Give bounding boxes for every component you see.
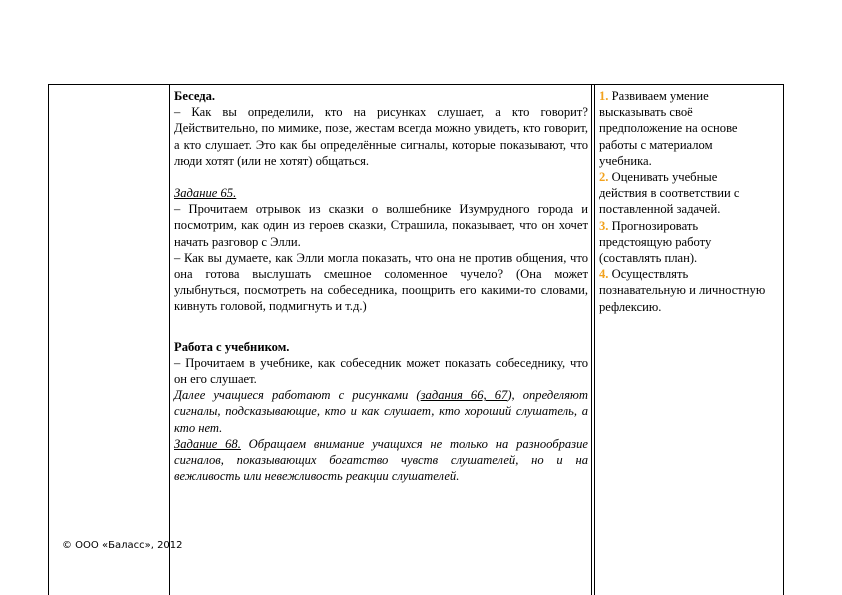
learning-action-item <box>599 218 767 267</box>
talk-text: – Как вы определили, кто на рисунках слушает, а кто говорит? Действительно, по мимике, позе, жестам всегда можно увидеть, кто говорит, а кто слушает. Это как бы определённые сигналы, которые показывают, что люди хотят (или не хотят) общаться. <box>174 105 588 168</box>
learning-action-item <box>599 88 767 169</box>
talk-heading: Беседа. <box>174 89 216 103</box>
learning-action-item <box>599 169 767 218</box>
item-number: 1. <box>599 89 609 103</box>
item-number: 3. <box>599 218 609 233</box>
learning-action-item <box>599 266 767 315</box>
item-text: Прогнозировать предстоящую работу (составлять план). <box>599 218 712 266</box>
column-divider <box>169 85 170 595</box>
column-divider <box>591 85 592 595</box>
textbook-heading: Работа с учебником. <box>174 339 290 354</box>
further-prefix: Далее учащиеся работают с рисунками ( <box>174 388 421 403</box>
copyright-footer: © ООО «Баласс», 2012 <box>62 540 183 551</box>
item-text: Оценивать учебные действия в соответствии с поставленной задачей. <box>599 170 740 217</box>
learning-actions-column <box>599 88 767 315</box>
column-divider <box>594 85 595 595</box>
further-tasks: задания 66, 67 <box>420 388 508 403</box>
item-number: 4. <box>599 267 609 282</box>
lesson-table <box>48 84 784 595</box>
further-suffix: ), определяют сигналы, подсказывающие, кто и как слушает, кто хороший слушатель, а кто нет. <box>174 388 589 435</box>
item-number: 2. <box>599 170 609 185</box>
task-68-text: Обращаем внимание учащихся не только на разнообразие сигналов, показывающих богатство чувств слушателей, но и на вежливость или невежливость реакции слушателей. <box>174 436 588 484</box>
lesson-content-column <box>174 88 588 484</box>
task-68-label: Задание 68. <box>174 436 241 451</box>
item-text: Развиваем умение высказывать своё предположение на основе работы с материалом учебника. <box>599 89 738 168</box>
task-68-paragraph <box>174 436 588 485</box>
item-text: Осуществлять познавательную и личностную рефлексию. <box>599 267 766 314</box>
task-65-text-2: – Как вы думаете, как Элли могла показать, что она не против общения, что она готова выслушать смешное соломенное чучело? (Она может улыбнуться, посмотреть на собеседника, поощрить его какими-то словами, кивнуть головой, подмигнуть и т.д.) <box>174 250 588 314</box>
further-work-paragraph <box>174 387 588 436</box>
task-65-label: Задание 65. <box>174 186 237 201</box>
textbook-text: – Прочитаем в учебнике, как собеседник может показать собеседнику, что он его слушает. <box>174 355 588 387</box>
task-65-text-1: – Прочитаем отрывок из сказки о волшебнике Изумрудного города и посмотрим, как один из героев сказки, Страшила, показывает, что он хочет начать разговор с Элли. <box>174 202 588 249</box>
